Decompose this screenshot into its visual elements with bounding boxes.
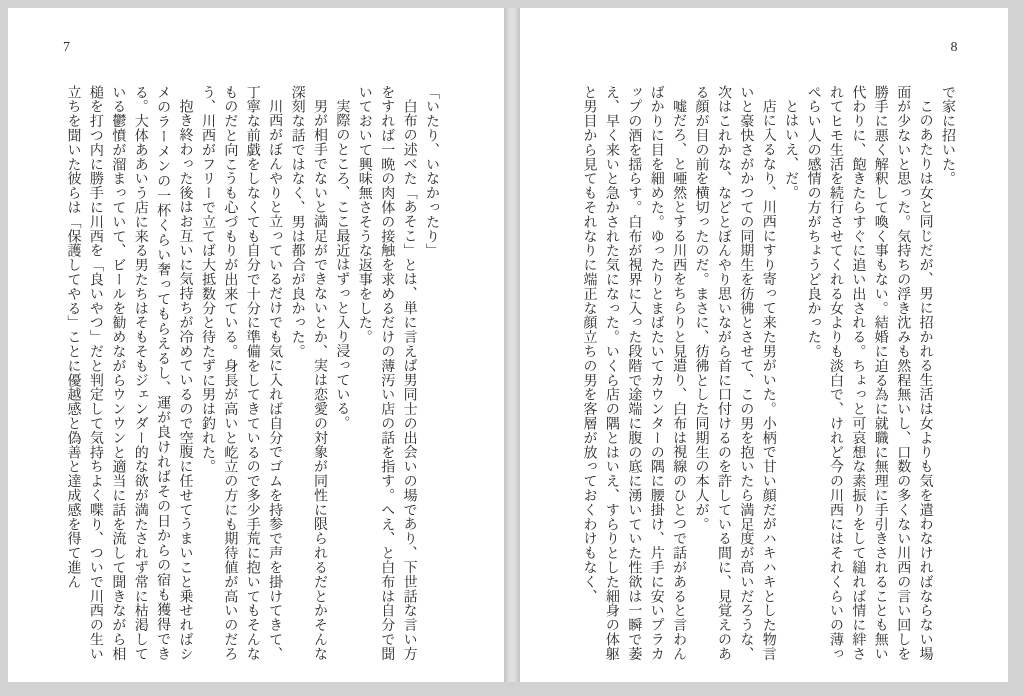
paragraph: とはいえ、だ。	[783, 99, 799, 200]
paragraph: 実際のところ、ここ最近はずっと入り浸っている。	[334, 99, 350, 431]
paragraph: 店に入るなり、川西にすり寄って来た男がいた。小柄で甘い顔だがハキハキとした物言いと豪快さがかつての同期生を彷彿とさせて、この男を抱いたら満足度が高いだろうな、次はこれかな、などとぼんやり思いながら首に口付けるのを許している間に、見覚えのある顔が目の前を横切ったのだ。まさに、彷彿とした同期生の本人が。	[693, 85, 776, 661]
paragraph: 抱き終わった後はお互いに気持ちが冷めているので空腹に任せてうまいこと乗せればシメのラーメンの一杯くらい奢ってもらえるし、運が良ければその日からの宿も獲得できる。大体ああいう店に来る男たちはそもそもジェンダー的な欲が満たされず常に枯渇している鬱憤が溜まっていて、ビールを勧めながらウンウンと適当に話を流して聞きながら相槌を打つ内に勝手に川西を「良いやつ」だと判定して気持ちよく喋り、ついで川西の生い立ちを聞いた彼らは「保護してやる」ことに優越感と偽善と達成感を得て進ん	[65, 85, 193, 661]
paragraph: 川西がぼんやりと立っているだけでも気に入れば自分でゴムを持参で声を掛けてきて、丁寧な前戯をしなくても自分で十分に準備をしてきているので多少手荒に抱いてもそんなものだと向こうも心づもりが出来ている。身長が高いと屹立の方にも期待値が高いのだろう、川西がフリーで立てば大抵数分と待たずに男は釣れた。	[199, 85, 283, 661]
page-left	[8, 8, 504, 682]
page-right	[520, 8, 1008, 682]
page-right-body-text	[577, 85, 958, 661]
page-left-body-text	[61, 85, 442, 661]
page-number-right: 8	[950, 40, 958, 55]
paragraph: 男が相手でないと満足ができないとか、実は恋愛の対象が同性に限られるだとかそんな深刻な話ではなく、男は都合が良かった。	[289, 85, 327, 661]
page-gutter	[504, 8, 520, 682]
paragraph: このあたりは女と同じだが、男に招かれる生活は女よりも気を遣わなければならない場面が少ないと思った。気持ちの浮き沈みも然程無いし、口数の多くない川西の言い回しを勝手に悪く解釈して喚く事もない。結婚に迫る為に就職に無理に手引きされることも無い代わりに、飽きたらすぐに追い出される。ちょっと可哀想な素振りをして縋れば情に絆されてヒモ生活を続行させてくれる女よりも淡白で、けれど今の川西にはそれくらいの薄っぺらい人の感情の方がちょうど良かった。	[805, 85, 933, 661]
dialogue-line: 「いたり、いなかったり」	[424, 85, 439, 258]
paragraph: 白布の述べた「あそこ」とは、単に言えば男同士の出会いの場であり、下世話な言い方をすれば一晩の肉体の接触を求めるだけの薄汚い店の話を指す。へえ、と白布は自分で聞いておいて興味無さそうな返事をした。	[356, 85, 417, 661]
page-number-left: 7	[63, 40, 71, 55]
paragraph-continuation: で家に招いた。	[940, 85, 955, 186]
paragraph: 嘘だろ、と唖然とする川西をちらりと見遣り、白布は視線のひとつで話があると言わんばかりに目を細めた。ゆったりとまばたいてカウンターの隅に腰掛け、片手に安いプラカップの酒を揺らす。白布が視界に入った段階で途端に腹の底に湧いていた性欲は一瞬で萎え、早く来いと急かされた気になった。いくら店の隅とはいえ、すらりとした細身の体躯と男目から見てもそれなりに端正な顔立ちの男を客層が放っておくわけもなく、	[581, 85, 687, 661]
